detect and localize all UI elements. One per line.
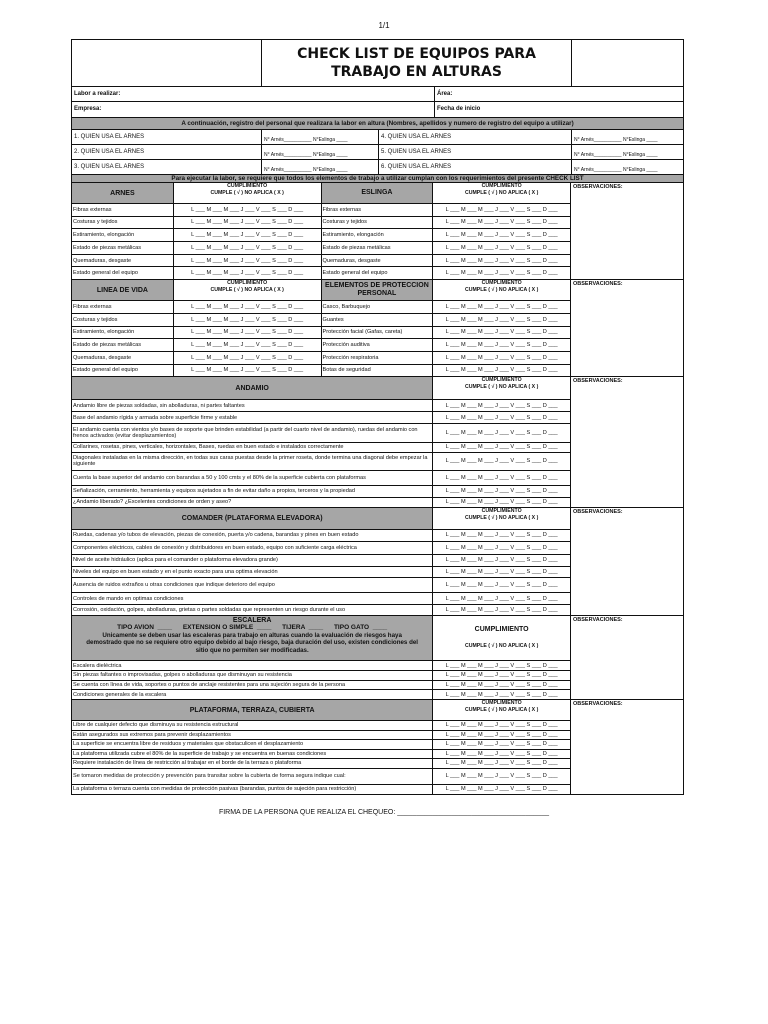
check-row bbox=[72, 529, 570, 541]
check-row bbox=[72, 300, 570, 313]
day-checks[interactable]: L ___ M ___ M ___ J ___ V ___ S ___ D ___ bbox=[432, 567, 570, 578]
registro-fields[interactable]: N° Arnés__________ N°Eslinga ____ bbox=[571, 145, 683, 159]
arnes-title: ARNES bbox=[72, 183, 173, 203]
day-checks[interactable]: L ___ M ___ M ___ J ___ V ___ S ___ D ___ bbox=[432, 255, 570, 267]
check-row bbox=[72, 351, 570, 364]
andamio-item: ¿Andamio liberado? ¿Excelentes condiciones de orden y aseo? bbox=[73, 499, 232, 506]
day-checks[interactable]: L ___ M ___ M ___ J ___ V ___ S ___ D ___ bbox=[432, 605, 570, 615]
plataforma-item: Están asegurados sus extremos para prevenir desplazamientos bbox=[73, 731, 231, 738]
day-checks[interactable]: L ___ M ___ M ___ J ___ V ___ S ___ D ___ bbox=[173, 339, 321, 351]
day-checks[interactable]: L ___ M ___ M ___ J ___ V ___ S ___ D ___ bbox=[432, 721, 570, 730]
andamio-item: Base del andamio rígida y armada sobre superficie firme y estable bbox=[73, 414, 238, 421]
check-row bbox=[72, 689, 570, 699]
registro-fields[interactable]: N° Arnés__________ N°Eslinga ____ bbox=[571, 160, 683, 174]
check-row bbox=[72, 470, 570, 485]
andamio-item: Andamio libre de piezas soldadas, sin abolladuras, ni partes faltantes bbox=[73, 402, 245, 409]
eslinga-item: Quemaduras, desgaste bbox=[321, 255, 433, 267]
cumplimiento-header bbox=[173, 280, 321, 300]
arnes-item: Fibras externas bbox=[73, 206, 112, 213]
cumple-legend: CUMPLE ( √ ) NO APLICA ( X ) bbox=[464, 643, 539, 650]
checklist-sections bbox=[72, 182, 683, 794]
day-checks[interactable]: L ___ M ___ M ___ J ___ V ___ S ___ D ___ bbox=[432, 352, 570, 364]
eslinga-item: Estiramiento, elongación bbox=[321, 229, 433, 241]
cumplimiento-label: CUMPLIMIENTO bbox=[481, 377, 522, 384]
registro-fields[interactable]: N° Arnés__________ N°Eslinga ____ bbox=[261, 130, 378, 144]
linea-de-vida-item: Quemaduras, desgaste bbox=[73, 354, 132, 361]
comander-item: Componentes eléctricos, cables de conexión y distribuidores en buen estado, equipo con suficiente carga eléctrica bbox=[73, 544, 357, 551]
cumple-legend: CUMPLE ( √ ) NO APLICA ( X ) bbox=[464, 189, 539, 196]
eslinga-title: ESLINGA bbox=[321, 183, 433, 203]
personas-table bbox=[72, 129, 683, 174]
andamio-title: ANDAMIO bbox=[72, 377, 432, 399]
page-number: 1/1 bbox=[378, 21, 390, 30]
cumplimiento-header bbox=[432, 616, 570, 660]
day-checks[interactable]: L ___ M ___ M ___ J ___ V ___ S ___ D ___ bbox=[432, 204, 570, 216]
check-row bbox=[72, 592, 570, 604]
check-row bbox=[72, 228, 570, 241]
eslinga-item: Costuras y tejidos bbox=[321, 217, 433, 229]
persona-name[interactable]: 4. QUIEN USA EL ARNES bbox=[378, 130, 571, 144]
day-checks[interactable]: L ___ M ___ M ___ J ___ V ___ S ___ D ___ bbox=[432, 578, 570, 592]
check-row bbox=[72, 442, 570, 452]
check-row bbox=[72, 768, 570, 784]
epp-item: Guantes bbox=[321, 314, 433, 326]
check-row bbox=[72, 254, 570, 267]
linea-de-vida-section bbox=[72, 279, 683, 376]
epp-item: Protección auditiva bbox=[321, 339, 433, 351]
day-checks[interactable]: L ___ M ___ M ___ J ___ V ___ S ___ D ___ bbox=[432, 424, 570, 442]
day-checks[interactable]: L ___ M ___ M ___ J ___ V ___ S ___ D ___ bbox=[432, 750, 570, 759]
day-checks[interactable]: L ___ M ___ M ___ J ___ V ___ S ___ D ___ bbox=[432, 530, 570, 541]
observaciones-box[interactable]: OBSERVACIONES: bbox=[573, 701, 623, 707]
cumplimiento-header bbox=[432, 377, 570, 399]
day-checks[interactable]: L ___ M ___ M ___ J ___ V ___ S ___ D ___ bbox=[432, 242, 570, 254]
document-title: CHECK LIST DE EQUIPOS PARA TRABAJO EN ALTURAS bbox=[261, 40, 571, 86]
persona-name[interactable]: 2. QUIEN USA EL ARNES bbox=[74, 148, 145, 155]
escalera-types[interactable]: TIPO AVION ____ EXTENSION O SIMPLE ____ TIJERA ____ TIPO GATO ____ bbox=[117, 624, 388, 632]
check-row bbox=[72, 541, 570, 554]
check-row bbox=[72, 739, 570, 749]
cumplimiento-label: CUMPLIMIENTO bbox=[481, 280, 522, 287]
eslinga-item: Fibras externas bbox=[321, 204, 433, 216]
arnes-item: Estado de piezas metálicas bbox=[73, 244, 142, 251]
cumple-legend: CUMPLE ( √ ) NO APLICA ( X ) bbox=[464, 514, 539, 521]
day-checks[interactable]: L ___ M ___ M ___ J ___ V ___ S ___ D ___ bbox=[432, 759, 570, 768]
check-row bbox=[72, 758, 570, 768]
check-row bbox=[72, 313, 570, 326]
plataforma-item: La superficie se encuentra libre de residuos y materiales que obstaculicen el desplazamiento bbox=[73, 741, 304, 748]
check-row bbox=[72, 566, 570, 578]
epp-item: Casco, Barbuquejo bbox=[321, 301, 433, 313]
day-checks[interactable]: L ___ M ___ M ___ J ___ V ___ S ___ D ___ bbox=[173, 314, 321, 326]
arnes-item: Quemaduras, desgaste bbox=[73, 257, 132, 264]
day-checks[interactable]: L ___ M ___ M ___ J ___ V ___ S ___ D ___ bbox=[173, 204, 321, 216]
day-checks[interactable]: L ___ M ___ M ___ J ___ V ___ S ___ D ___ bbox=[173, 217, 321, 229]
check-row bbox=[72, 364, 570, 377]
day-checks[interactable]: L ___ M ___ M ___ J ___ V ___ S ___ D ___ bbox=[173, 255, 321, 267]
linea-de-vida-item: Fibras externas bbox=[73, 303, 112, 310]
linea-de-vida-item: Estiramiento, elongación bbox=[73, 329, 135, 336]
day-checks[interactable]: L ___ M ___ M ___ J ___ V ___ S ___ D ___ bbox=[432, 740, 570, 749]
cumplimiento-label: CUMPLIMIENTO bbox=[481, 507, 522, 514]
observaciones-box[interactable]: OBSERVACIONES: bbox=[573, 617, 623, 624]
day-checks[interactable]: L ___ M ___ M ___ J ___ V ___ S ___ D ___ bbox=[432, 314, 570, 326]
day-checks[interactable]: L ___ M ___ M ___ J ___ V ___ S ___ D ___ bbox=[432, 555, 570, 566]
cumplimiento-label: CUMPLIMIENTO bbox=[481, 183, 522, 189]
arnes-section bbox=[72, 182, 683, 279]
comander-item: Ausencia de ruidos extraños u otras condiciones que indique deterioro del equipo bbox=[73, 582, 275, 589]
arnes-item: Estado general del equipo bbox=[73, 270, 139, 277]
epp-item: Botas de seguridad bbox=[321, 365, 433, 377]
check-row bbox=[72, 670, 570, 680]
escalera-item: Se cuenta con línea de vida, soportes o puntos de anclaje resistentes para una sujeción segura de la persona bbox=[73, 681, 346, 688]
registro-fields[interactable]: N° Arnés__________ N°Eslinga ____ bbox=[261, 145, 378, 159]
check-row bbox=[72, 660, 570, 670]
andamio-item: Señalización, cerramiento, herramienta y equipos sujetados a fin de evitar daño a propios, terceros y la propiedad bbox=[73, 488, 356, 495]
area-field[interactable]: Área: bbox=[434, 87, 683, 101]
requisitos-header: Para ejecutar la labor, se requiere que todos los elementos de trabajo a utilizar cumplan con los requerimientos del presente CHECK LIST bbox=[171, 175, 584, 182]
day-checks[interactable]: L ___ M ___ M ___ J ___ V ___ S ___ D ___ bbox=[432, 471, 570, 485]
day-checks[interactable]: L ___ M ___ M ___ J ___ V ___ S ___ D ___ bbox=[432, 400, 570, 411]
day-checks[interactable]: L ___ M ___ M ___ J ___ V ___ S ___ D ___ bbox=[432, 229, 570, 241]
check-row bbox=[72, 497, 570, 507]
day-checks[interactable]: L ___ M ___ M ___ J ___ V ___ S ___ D ___ bbox=[432, 443, 570, 452]
fecha-field[interactable]: Fecha de inicio bbox=[434, 102, 683, 117]
plataforma-section bbox=[72, 699, 683, 794]
persona-name[interactable]: 3. QUIEN USA EL ARNES bbox=[74, 163, 145, 170]
andamio-item: Cuenta la base superior del andamio con barandas a 50 y 100 cmts y el 80% de la superficie cubierta con plataformas bbox=[73, 474, 366, 481]
arnes-item: Costuras y tejidos bbox=[73, 219, 118, 226]
cumplimiento-label: CUMPLIMIENTO bbox=[474, 626, 529, 634]
day-checks[interactable]: L ___ M ___ M ___ J ___ V ___ S ___ D ___ bbox=[432, 327, 570, 339]
cumple-legend: CUMPLE ( √ ) NO APLICA ( X ) bbox=[464, 706, 539, 713]
escalera-header bbox=[72, 616, 432, 660]
persona-name[interactable]: 6. QUIEN USA EL ARNES bbox=[378, 160, 571, 174]
registro-fields[interactable]: N° Arnés__________ N°Eslinga ____ bbox=[261, 160, 378, 174]
day-checks[interactable]: L ___ M ___ M ___ J ___ V ___ S ___ D ___ bbox=[432, 593, 570, 604]
cumplimiento-header bbox=[432, 508, 570, 529]
day-checks[interactable]: L ___ M ___ M ___ J ___ V ___ S ___ D ___ bbox=[432, 661, 570, 670]
linea-de-vida-title: LINEA DE VIDA bbox=[72, 280, 173, 300]
day-checks[interactable]: L ___ M ___ M ___ J ___ V ___ S ___ D ___ bbox=[432, 681, 570, 690]
day-checks[interactable]: L ___ M ___ M ___ J ___ V ___ S ___ D ___ bbox=[432, 453, 570, 470]
logo-box bbox=[72, 40, 261, 86]
day-checks[interactable]: L ___ M ___ M ___ J ___ V ___ S ___ D ___ bbox=[173, 229, 321, 241]
signature-line[interactable]: FIRMA DE LA PERSONA QUE REALIZA EL CHEQUEO: _______________________________________ bbox=[218, 809, 550, 816]
check-row bbox=[72, 452, 570, 470]
andamio-item: El andamio cuenta con vientos y/o bases de soporte que brinden estabilidad (a partir del cuarto nivel de andamio), ruedas del andamio con frenos activados (evitar desplazamientos) bbox=[73, 427, 418, 440]
cumplimiento-header bbox=[432, 700, 570, 720]
cumplimiento-header bbox=[432, 280, 570, 300]
day-checks[interactable]: L ___ M ___ M ___ J ___ V ___ S ___ D ___ bbox=[432, 365, 570, 377]
registro-fields[interactable]: N° Arnés__________ N°Eslinga ____ bbox=[571, 130, 683, 144]
checklist-sheet bbox=[71, 39, 684, 795]
day-checks[interactable]: L ___ M ___ M ___ J ___ V ___ S ___ D ___ bbox=[432, 731, 570, 740]
cumplimiento-label: CUMPLIMIENTO bbox=[227, 280, 268, 287]
escalera-item: Sin piezas faltantes o improvisadas, golpes o abolladuras que disminuyan su resistencia bbox=[73, 672, 292, 679]
andamio-section bbox=[72, 376, 683, 507]
check-row bbox=[72, 338, 570, 351]
check-row bbox=[72, 241, 570, 254]
eslinga-item: Estado de piezas metálicas bbox=[321, 242, 433, 254]
arnes-item: Estiramiento, elongación bbox=[73, 232, 135, 239]
code-box bbox=[571, 40, 683, 86]
comander-item: Ruedas, cadenas y/o tubos de elevación, piezas de conexión, puerta y/o cadena, barandas y pines en buen estado bbox=[73, 532, 359, 539]
labor-field[interactable]: Labor a realizar: bbox=[74, 90, 121, 97]
cumple-legend: CUMPLE ( √ ) NO APLICA ( X ) bbox=[464, 384, 539, 390]
plataforma-item: La plataforma o terraza cuenta con medidas de protección pasivas (barandas, puntos de sujeción para restricción) bbox=[73, 786, 357, 793]
check-row bbox=[72, 423, 570, 442]
cumplimiento-label: CUMPLIMIENTO bbox=[227, 183, 268, 189]
day-checks[interactable]: L ___ M ___ M ___ J ___ V ___ S ___ D ___ bbox=[432, 412, 570, 423]
check-row bbox=[72, 680, 570, 690]
epp-title: ELEMENTOS DE PROTECCION PERSONAL bbox=[321, 280, 433, 300]
day-checks[interactable]: L ___ M ___ M ___ J ___ V ___ S ___ D ___ bbox=[432, 267, 570, 279]
empresa-field[interactable]: Empresa: bbox=[74, 106, 102, 113]
escalera-title: ESCALERA bbox=[232, 617, 272, 625]
andamio-item: Diagonales instaladas en la misma dirección, en todas sus caras puestas desde la primer roseta, donde termina una diagonal debe empezar la siguiente bbox=[73, 455, 428, 468]
comander-item: Corrosión, oxidación, golpes, abolladuras, grietas o partes soldadas que representen un riesgo durante el uso bbox=[73, 607, 346, 614]
check-row bbox=[72, 730, 570, 740]
day-checks[interactable]: L ___ M ___ M ___ J ___ V ___ S ___ D ___ bbox=[432, 690, 570, 699]
escalera-note: Unicamente se deben usar las escaleras para trabajo en alturas cuando la evaluación de riesgos haya demostrado que no se requiere otro equipo debido al bajo riesgo, baja duración del uso, existen condiciones del sitio que no permiten ser modificadas. bbox=[86, 632, 419, 654]
check-row bbox=[72, 749, 570, 759]
epp-item: Protección facial (Gafas, careta) bbox=[321, 327, 433, 339]
plataforma-item: Se tomaron medidas de protección y prevención para transitar sobre la cubierta de forma segura indique cual: bbox=[73, 772, 346, 779]
observaciones-box[interactable]: OBSERVACIONES: bbox=[573, 184, 623, 190]
check-row bbox=[72, 554, 570, 566]
day-checks[interactable]: L ___ M ___ M ___ J ___ V ___ S ___ D ___ bbox=[432, 339, 570, 351]
cumple-legend: CUMPLE ( √ ) NO APLICA ( X ) bbox=[210, 189, 284, 196]
check-row bbox=[72, 485, 570, 497]
plataforma-item: Libre de cualquier defecto que disminuya su resistencia estructural bbox=[73, 722, 239, 729]
observaciones-box[interactable]: OBSERVACIONES: bbox=[573, 281, 623, 288]
cumplimiento-header bbox=[173, 183, 321, 203]
day-checks[interactable]: L ___ M ___ M ___ J ___ V ___ S ___ D ___ bbox=[432, 486, 570, 497]
check-row bbox=[72, 604, 570, 615]
check-row bbox=[72, 203, 570, 216]
day-checks[interactable]: L ___ M ___ M ___ J ___ V ___ S ___ D ___ bbox=[173, 327, 321, 339]
day-checks[interactable]: L ___ M ___ M ___ J ___ V ___ S ___ D ___ bbox=[432, 498, 570, 507]
day-checks[interactable]: L ___ M ___ M ___ J ___ V ___ S ___ D ___ bbox=[432, 217, 570, 229]
day-checks[interactable]: L ___ M ___ M ___ J ___ V ___ S ___ D ___ bbox=[173, 352, 321, 364]
persona-name[interactable]: 1. QUIEN USA EL ARNES bbox=[74, 133, 145, 140]
andamio-item: Collarines, rosetas, pines, verticales, horizontales, Bases, ruedas en buen estado e instalados correctamente bbox=[73, 444, 344, 451]
day-checks[interactable]: L ___ M ___ M ___ J ___ V ___ S ___ D ___ bbox=[173, 365, 321, 377]
check-row bbox=[72, 216, 570, 229]
observaciones-box[interactable]: OBSERVACIONES: bbox=[573, 508, 623, 515]
linea-de-vida-item: Costuras y tejidos bbox=[73, 316, 118, 323]
check-row bbox=[72, 577, 570, 592]
check-row bbox=[72, 411, 570, 423]
observaciones-box[interactable]: OBSERVACIONES: bbox=[573, 378, 623, 385]
check-row bbox=[72, 784, 570, 795]
cumple-legend: CUMPLE ( √ ) NO APLICA ( X ) bbox=[464, 286, 539, 293]
escalera-item: Condiciones generales de la escalera bbox=[73, 691, 167, 698]
check-row bbox=[72, 720, 570, 730]
epp-item: Protección respiratoria bbox=[321, 352, 433, 364]
day-checks[interactable]: L ___ M ___ M ___ J ___ V ___ S ___ D ___ bbox=[432, 542, 570, 554]
escalera-section bbox=[72, 615, 683, 699]
comander-item: Niveles del equipo en buen estado y en el punto exacto para una optima elevación bbox=[73, 568, 278, 575]
day-checks[interactable]: L ___ M ___ M ___ J ___ V ___ S ___ D ___ bbox=[173, 267, 321, 279]
day-checks[interactable]: L ___ M ___ M ___ J ___ V ___ S ___ D ___ bbox=[432, 769, 570, 784]
check-row bbox=[72, 266, 570, 279]
plataforma-title: PLATAFORMA, TERRAZA, CUBIERTA bbox=[72, 700, 432, 720]
cumplimiento-header bbox=[432, 183, 570, 203]
plataforma-item: La plataforma utilizada cubre el 80% de la superficie de trabajo y se encuentra en buenas condiciones bbox=[73, 750, 327, 757]
day-checks[interactable]: L ___ M ___ M ___ J ___ V ___ S ___ D ___ bbox=[432, 671, 570, 680]
registro-header: A continuación, registro del personal que realizara la labor en altura (Nombres, apellidos y numero de registro del equipo a utilizar) bbox=[181, 119, 574, 127]
comander-item: Nivel de aceite hidráulico (aplica para el comander o plataforma elevadora grande) bbox=[73, 557, 278, 564]
day-checks[interactable]: L ___ M ___ M ___ J ___ V ___ S ___ D ___ bbox=[173, 301, 321, 313]
persona-name[interactable]: 5. QUIEN USA EL ARNES bbox=[378, 145, 571, 159]
check-row bbox=[72, 399, 570, 411]
eslinga-item: Estado general del equipo bbox=[321, 267, 433, 279]
linea-de-vida-item: Estado general del equipo bbox=[73, 367, 139, 374]
comander-title: COMANDER (PLATAFORMA ELEVADORA) bbox=[72, 508, 432, 529]
day-checks[interactable]: L ___ M ___ M ___ J ___ V ___ S ___ D ___ bbox=[173, 242, 321, 254]
cumplimiento-label: CUMPLIMIENTO bbox=[481, 700, 522, 706]
check-row bbox=[72, 326, 570, 339]
day-checks[interactable]: L ___ M ___ M ___ J ___ V ___ S ___ D ___ bbox=[432, 785, 570, 795]
comander-section bbox=[72, 507, 683, 616]
comander-item: Controles de mando en optimas condiciones bbox=[73, 595, 184, 602]
escalera-item: Escalera dieléctrica bbox=[73, 662, 122, 669]
day-checks[interactable]: L ___ M ___ M ___ J ___ V ___ S ___ D ___ bbox=[432, 301, 570, 313]
linea-de-vida-item: Estado de piezas metálicas bbox=[73, 341, 142, 348]
cumple-legend: CUMPLE ( √ ) NO APLICA ( X ) bbox=[210, 286, 284, 293]
plataforma-item: Requiere instalación de línea de restricción al trabajar en el borde de la terraza o plataforma bbox=[73, 760, 302, 767]
